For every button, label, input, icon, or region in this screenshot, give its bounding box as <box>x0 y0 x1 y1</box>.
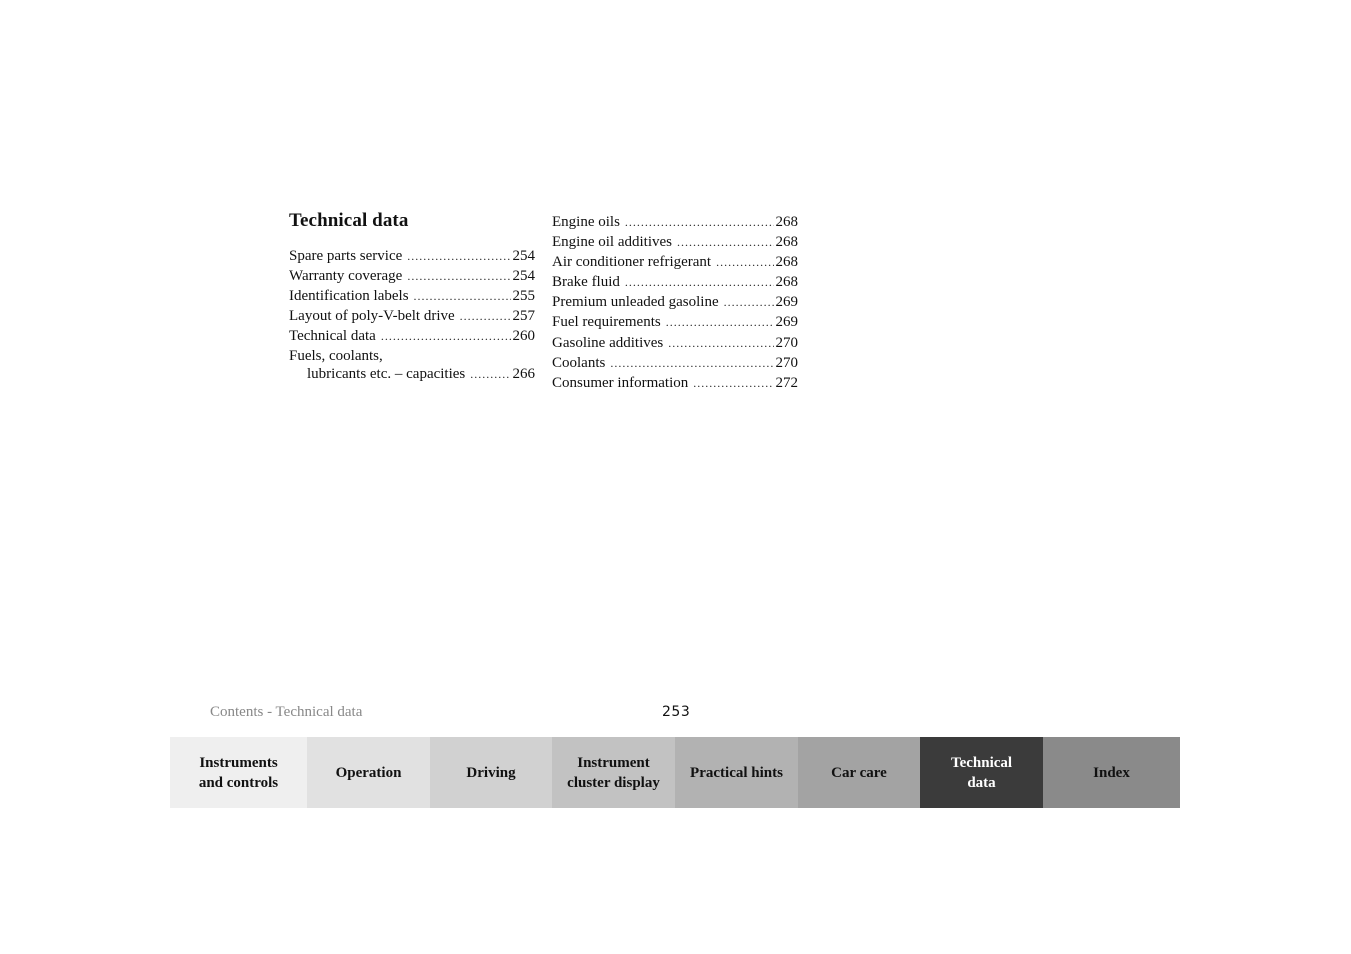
dot-leader <box>716 252 773 272</box>
toc-left-column <box>289 246 535 384</box>
toc-entry-label: Fuel requirements <box>552 314 661 331</box>
dot-leader <box>381 326 511 346</box>
toc-entry-page: 257 <box>512 308 535 324</box>
toc-entry-page: 266 <box>512 366 535 382</box>
toc-right-column <box>552 212 798 393</box>
dot-leader <box>407 266 510 286</box>
toc-entry-page: 272 <box>775 374 798 391</box>
dot-leader <box>414 286 511 306</box>
toc-entry[interactable] <box>289 326 535 346</box>
tab-instrument-cluster-display[interactable]: Instrument cluster display <box>552 737 675 808</box>
toc-entry-label: Technical data <box>289 328 376 344</box>
section-title: Technical data <box>289 210 409 231</box>
toc-entry-page: 269 <box>775 294 798 311</box>
toc-entry-page: 269 <box>775 314 798 331</box>
dot-leader <box>407 246 510 266</box>
running-head: Contents - Technical data <box>210 704 363 720</box>
toc-entry-label: Engine oils <box>552 214 620 230</box>
dot-leader <box>693 373 773 393</box>
dot-leader <box>668 333 773 353</box>
toc-entry-label: Brake fluid <box>552 274 620 291</box>
dot-leader <box>470 364 510 384</box>
dot-leader <box>677 232 774 252</box>
toc-entry-page: 270 <box>775 354 798 371</box>
toc-entry[interactable] <box>552 312 798 332</box>
toc-entry-label: Premium unleaded gasoline <box>552 294 719 311</box>
toc-entry-label-line2: lubricants etc. – capacities <box>307 366 466 382</box>
toc-entry[interactable] <box>289 246 535 266</box>
tab-index[interactable]: Index <box>1043 737 1180 808</box>
tab-practical-hints[interactable]: Practical hints <box>675 737 798 808</box>
toc-entry-label: Consumer information <box>552 374 689 391</box>
toc-entry[interactable] <box>552 292 798 312</box>
tab-instruments-and-controls[interactable]: Instruments and controls <box>170 737 307 808</box>
toc-entry[interactable] <box>552 333 798 353</box>
toc-entry-label: Engine oil additives <box>552 234 672 251</box>
toc-entry-multiline[interactable] <box>289 346 535 384</box>
toc-entry-label: Layout of poly-V-belt drive <box>289 308 455 324</box>
toc-entry-page: 268 <box>775 234 798 251</box>
toc-entry-page: 260 <box>512 328 535 344</box>
toc-entry-page: 255 <box>512 288 535 304</box>
dot-leader <box>610 353 773 373</box>
dot-leader <box>666 312 774 332</box>
page-number: 253 <box>662 704 691 720</box>
toc-entry-label: Warranty coverage <box>289 268 403 284</box>
toc-entry-label: Coolants <box>552 354 606 371</box>
toc-entry[interactable] <box>289 266 535 286</box>
toc-entry-label: Spare parts service <box>289 248 403 264</box>
toc-entry[interactable] <box>552 353 798 373</box>
toc-entry[interactable] <box>552 272 798 292</box>
toc-entry[interactable] <box>289 306 535 326</box>
dot-leader <box>724 292 774 312</box>
toc-entry[interactable] <box>552 232 798 252</box>
toc-entry-label: Identification labels <box>289 288 409 304</box>
toc-entry-page: 254 <box>512 248 535 264</box>
toc-entry-page: 268 <box>775 274 798 291</box>
dot-leader <box>625 272 774 292</box>
toc-entry[interactable] <box>552 373 798 393</box>
tab-driving[interactable]: Driving <box>430 737 552 808</box>
toc-entry-label-line1: Fuels, coolants, <box>289 348 383 364</box>
toc-entry-label: Air conditioner refrigerant <box>552 254 712 271</box>
toc-entry[interactable] <box>552 252 798 272</box>
tab-technical-data[interactable]: Technical data <box>920 737 1043 808</box>
toc-entry-page: 268 <box>775 254 798 271</box>
toc-entry-page: 270 <box>775 334 798 351</box>
toc-entry-page: 268 <box>775 214 798 230</box>
toc-entry[interactable] <box>289 286 535 306</box>
toc-entry-label: Gasoline additives <box>552 334 664 351</box>
chapter-tab-bar <box>170 737 1180 808</box>
tab-operation[interactable]: Operation <box>307 737 430 808</box>
dot-leader <box>460 306 511 326</box>
tab-car-care[interactable]: Car care <box>798 737 920 808</box>
toc-entry[interactable] <box>552 212 798 232</box>
toc-entry-page: 254 <box>512 268 535 284</box>
dot-leader <box>625 212 774 232</box>
